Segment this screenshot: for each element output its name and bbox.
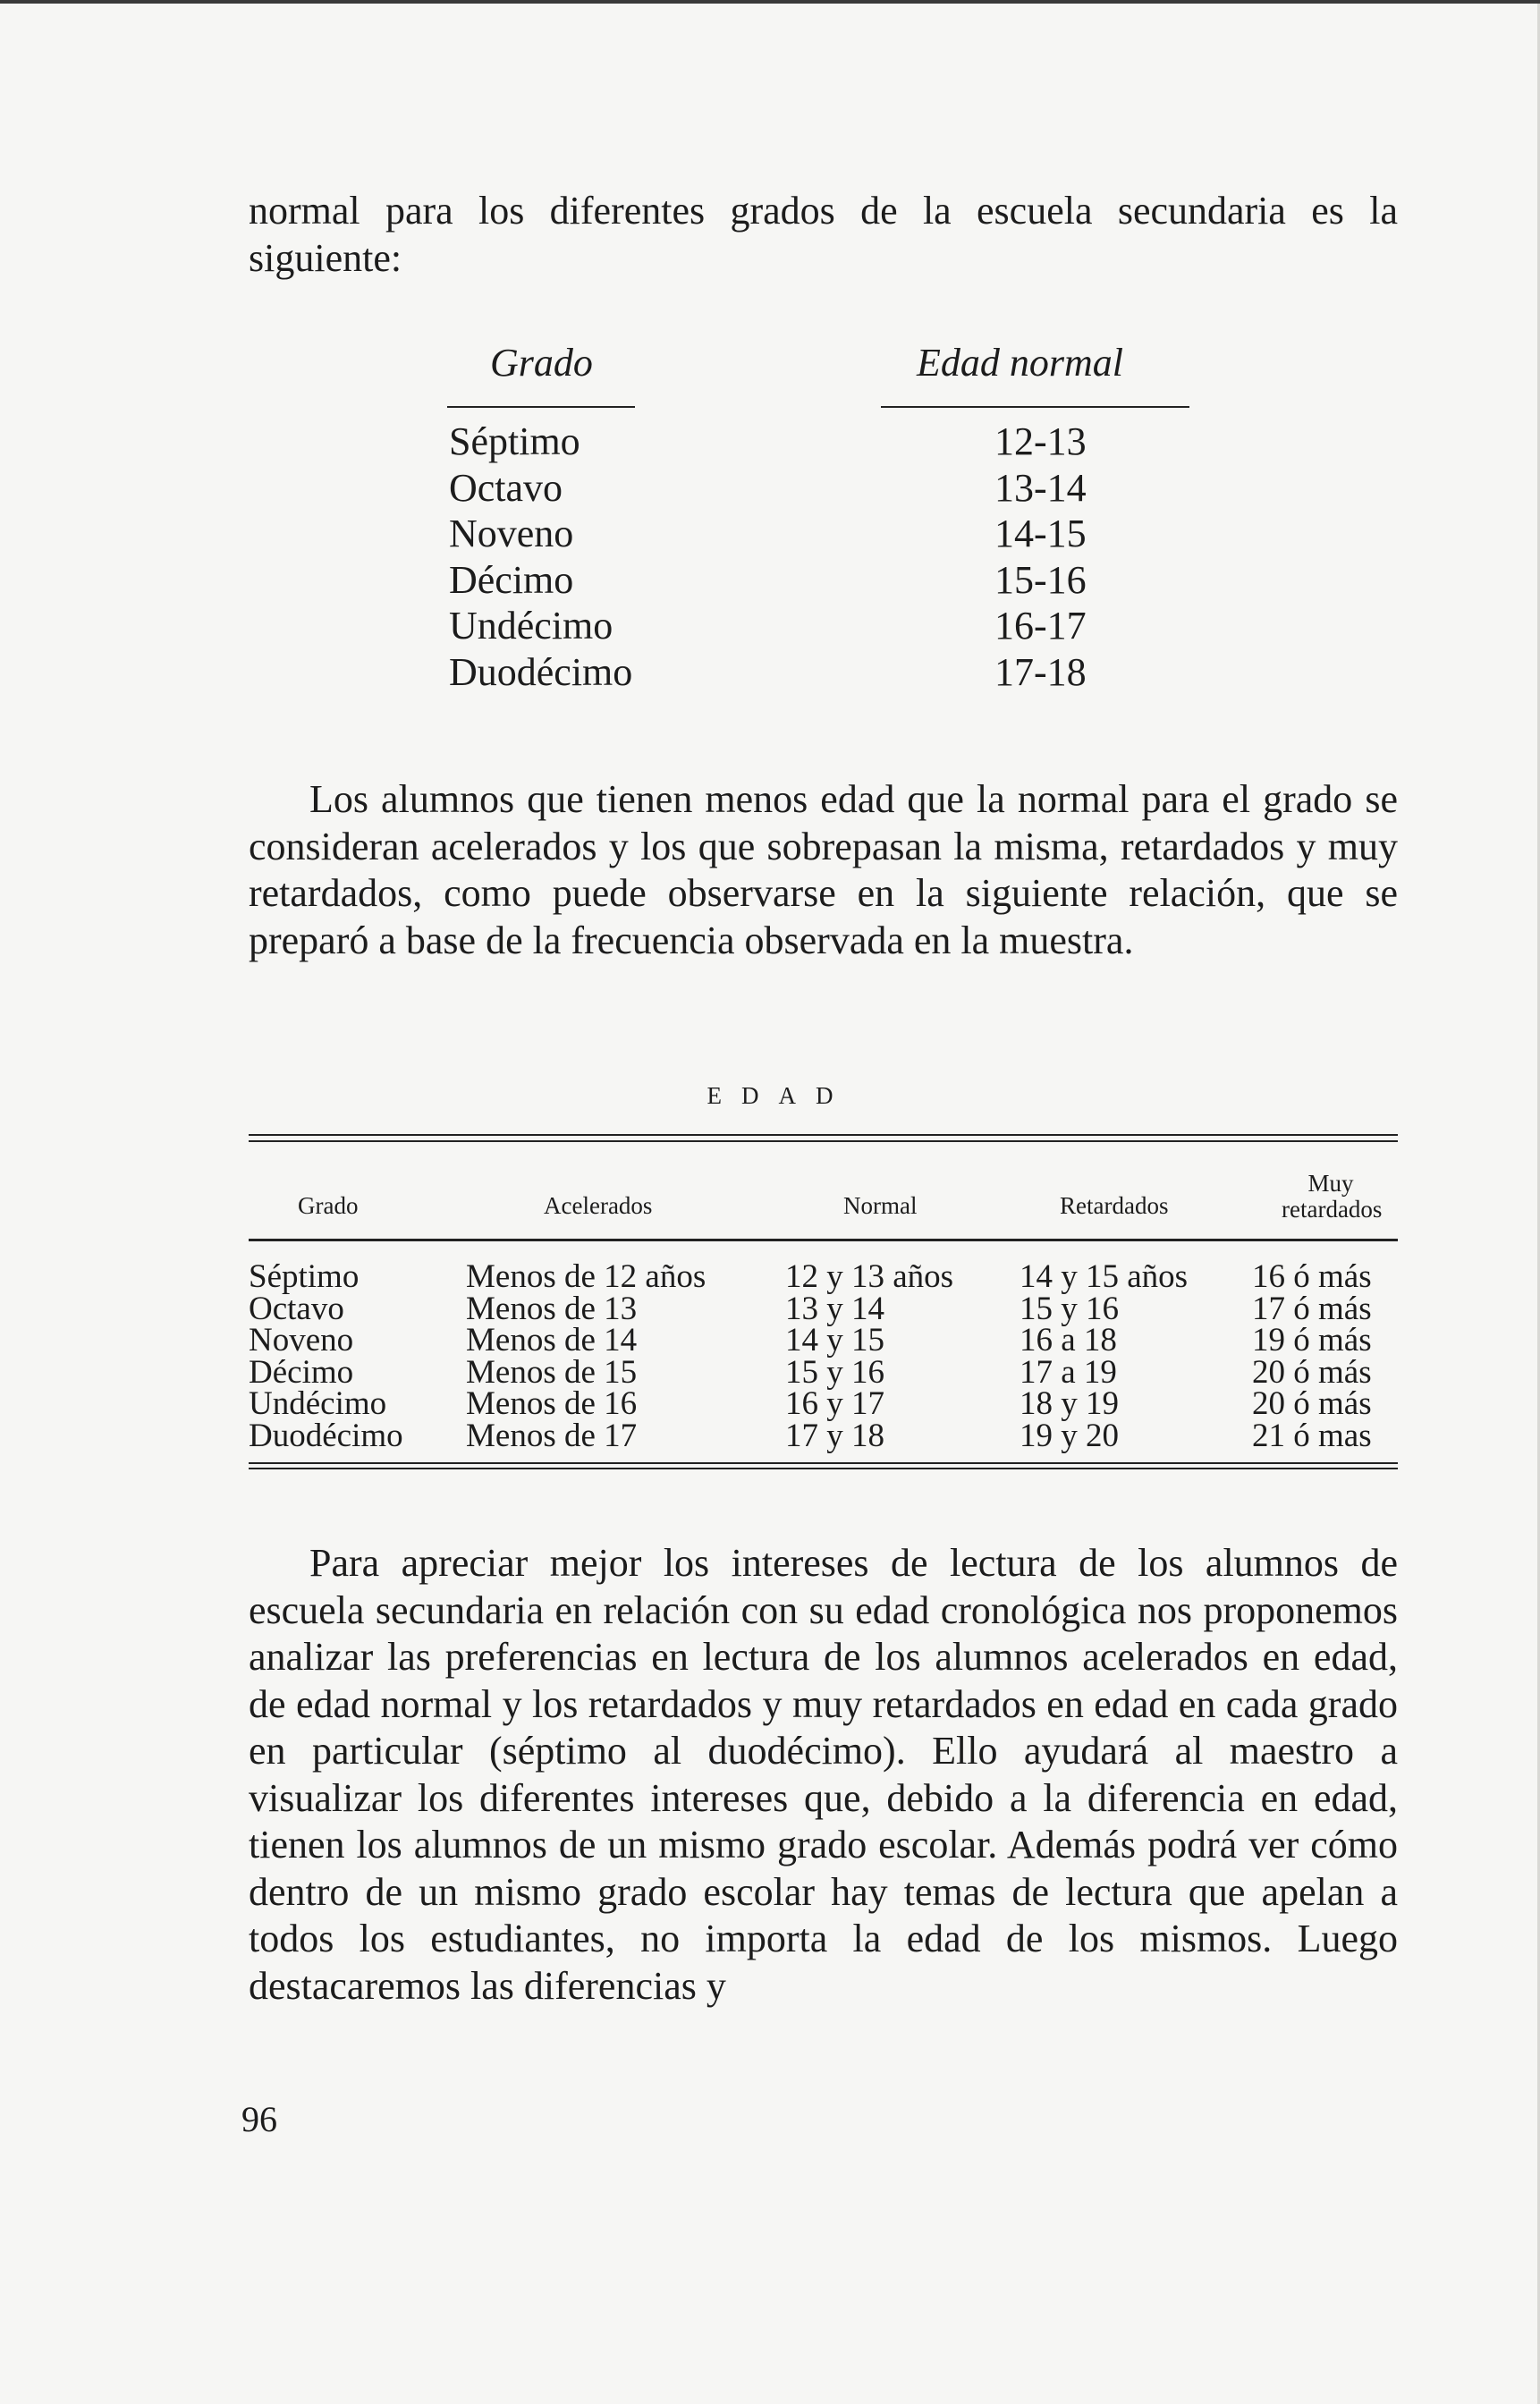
paragraph-intereses [249,1540,1398,2010]
normal-age-edad: 14-15 [994,512,1087,555]
edad-cell-muy: 17 ó más [1252,1290,1372,1327]
normal-age-edad: 17-18 [994,649,1087,694]
edad-table-row [249,1385,1398,1422]
edad-table-rows [249,1258,1398,1454]
edad-cell-acelerados: Menos de 14 [466,1322,638,1359]
normal-age-grado: Undécimo [449,604,613,648]
edad-table-bottom-rule [249,1462,1398,1469]
edad-cell-grado: Octavo [249,1290,344,1327]
normal-age-grado: Séptimo [449,419,580,463]
edad-cell-muy: 16 ó más [1252,1258,1372,1295]
edad-cell-retardados: 15 y 16 [1020,1290,1119,1327]
edad-cell-normal: 12 y 13 años [785,1258,954,1295]
edad-table-title: EDAD [707,1082,853,1109]
normal-age-rows [447,419,1189,695]
normal-age-row [447,465,1189,512]
edad-cell-muy: 20 ó más [1252,1385,1372,1422]
edad-cell-acelerados: Menos de 12 años [466,1258,707,1295]
normal-age-grado: Noveno [449,512,574,555]
normal-age-row [447,603,1189,649]
edad-cell-grado: Undécimo [249,1385,387,1422]
col-header-normal: Normal [843,1192,918,1219]
normal-age-row [447,557,1189,604]
edad-cell-retardados: 18 y 19 [1020,1385,1119,1422]
header-edad-normal: Edad normal [917,341,1123,385]
edad-cell-acelerados: Menos de 13 [466,1290,638,1327]
edad-cell-muy: 20 ó más [1252,1353,1372,1391]
edad-cell-acelerados: Menos de 16 [466,1385,638,1422]
edad-cell-acelerados: Menos de 15 [466,1353,638,1391]
edad-cell-normal: 13 y 14 [785,1290,884,1327]
edad-table-row [249,1322,1398,1359]
edad-table-top-rule [249,1134,1398,1142]
edad-cell-grado: Noveno [249,1322,354,1359]
normal-age-grado: Décimo [449,557,574,602]
col-header-muy-line2: retardados [1282,1196,1383,1223]
edad-table-row [249,1290,1398,1327]
edad-cell-grado: Séptimo [249,1258,360,1295]
normal-age-edad: 12-13 [994,419,1087,463]
normal-age-row [447,511,1189,557]
edad-cell-retardados: 16 a 18 [1020,1322,1117,1359]
paragraph-acelerados-text: Los alumnos que tienen menos edad que la normal para el grado se consideran acelerados y los que sobrepasan la misma, retardados y muy retardados, como puede observarse en la siguiente relación, que se preparó a base de la frecuencia observada en la muestra. [249,777,1398,962]
col-header-retardados: Retardados [1060,1192,1169,1219]
paragraph-intereses-text: Para apreciar mejor los intereses de lectura de los alumnos de escuela secundaria en relación con su edad cronológica nos proponemos analizar las preferencias en lectura de los alumnos acelerados en edad, de edad normal y los retardados y muy retardados en edad en cada grado en particular (séptimo al duodécimo). Ello ayudará al maestro a visualizar los diferentes intereses que, debido a la diferencia en edad, tienen los alumnos de un mismo grado escolar. Además podrá ver cómo dentro de un mismo grado escolar hay temas de lectura que apelan a todos los estudiantes, no importa la edad de los mismos. Luego destacaremos las diferencias y [249,1541,1398,2008]
edad-cell-normal: 16 y 17 [785,1385,884,1422]
edad-cell-grado: Duodécimo [249,1417,403,1454]
edad-cell-normal: 17 y 18 [785,1417,884,1454]
col-header-grado: Grado [298,1192,359,1219]
normal-age-edad: 15-16 [994,557,1087,602]
header-rule-grado [447,406,635,408]
edad-table-row [249,1417,1398,1454]
edad-cell-retardados: 17 a 19 [1020,1353,1117,1391]
normal-age-row [447,649,1189,696]
paragraph-acelerados [249,776,1398,964]
edad-cell-grado: Décimo [249,1353,354,1391]
edad-table-header [249,1142,1398,1228]
paragraph-intro-text: normal para los diferentes grados de la escuela secundaria es la siguiente: [249,189,1398,280]
normal-age-grado: Octavo [449,465,563,510]
page-number: 96 [241,2099,277,2139]
edad-table-row [249,1258,1398,1295]
col-header-muy-line1: Muy [1307,1170,1354,1197]
col-header-acelerados: Acelerados [544,1192,653,1219]
normal-age-table [447,340,1189,695]
edad-table-header-rule [249,1239,1398,1241]
edad-cell-normal: 14 y 15 [785,1322,884,1359]
edad-cell-muy: 19 ó más [1252,1322,1372,1359]
edad-cell-normal: 15 y 16 [785,1353,884,1391]
col-header-muy-retardados [1282,1170,1383,1223]
edad-table [249,1134,1398,1469]
edad-cell-retardados: 19 y 20 [1020,1417,1119,1454]
edad-cell-acelerados: Menos de 17 [466,1417,638,1454]
normal-age-edad: 16-17 [994,604,1087,648]
normal-age-row [447,419,1189,465]
header-grado: Grado [490,341,593,385]
normal-age-grado: Duodécimo [449,649,633,694]
edad-cell-muy: 21 ó mas [1252,1417,1372,1454]
edad-table-row [249,1353,1398,1391]
top-edge-line [0,0,1540,4]
normal-age-table-header [447,340,1189,419]
normal-age-edad: 13-14 [994,465,1087,510]
edad-cell-retardados: 14 y 15 años [1020,1258,1189,1295]
paragraph-intro [249,188,1398,282]
header-rule-edad [881,406,1189,408]
